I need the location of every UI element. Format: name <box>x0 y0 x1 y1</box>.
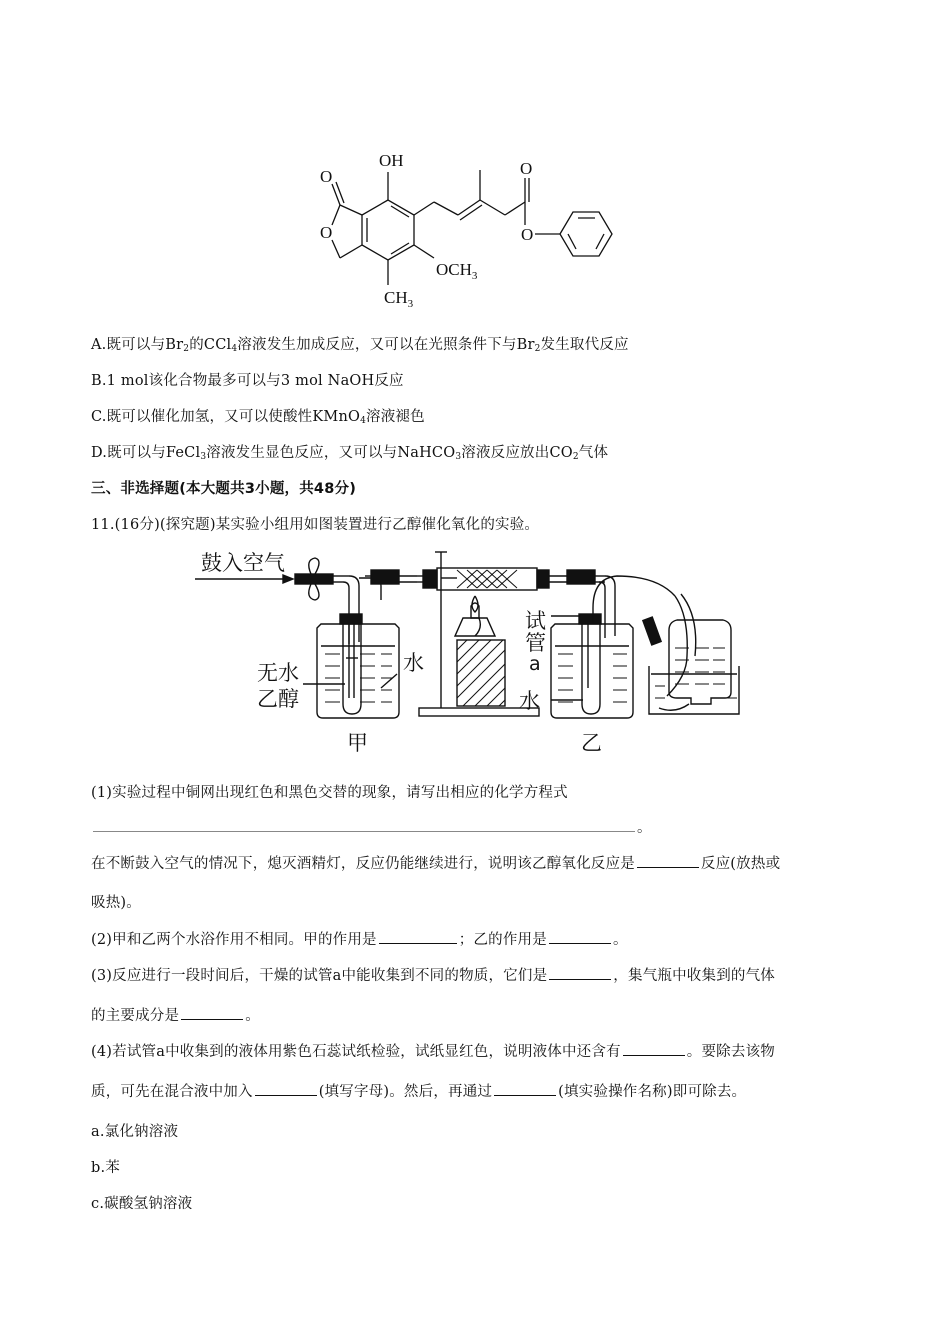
chemical-structure <box>300 140 650 320</box>
oh-label: OH <box>379 151 404 170</box>
q11-part2: (2)甲和乙两个水浴作用不相同。甲的作用是 ；乙的作用是 。 <box>91 928 628 949</box>
anhydrous-label: 无水 <box>257 661 299 685</box>
answer-blank[interactable] <box>93 817 635 832</box>
q11-part3: (3)反应进行一段时间后，干燥的试管a中能收集到不同的物质，它们是 ，集气瓶中收集到的气体 <box>91 964 775 985</box>
answer-blank[interactable] <box>549 929 611 944</box>
q11-part4: (4)若试管a中收集到的液体用紫色石蕊试纸检验，试纸显红色，说明液体中还含有 。要除去该物 <box>91 1040 775 1061</box>
ch3-label: $CH_3$ <box>384 288 414 310</box>
answer-blank[interactable] <box>549 965 611 980</box>
option-a: A.既可以与$Br_2$的CCl$_4$溶液发生加成反应，又可以在光照条件下与$Br_2$发生取代反应 <box>91 337 629 354</box>
answer-blank[interactable] <box>623 1041 685 1056</box>
carbonyl-o-label: O <box>320 167 333 186</box>
yi-label: 乙 <box>581 731 602 755</box>
q11-part3-line2: 的主要成分是 。 <box>91 1004 260 1025</box>
option-b: B.1 mol该化合物最多可以与3 mol NaOH反应 <box>91 373 404 389</box>
ring-o-label: O <box>320 223 333 242</box>
och3-label: $OCH_3$ <box>436 260 478 282</box>
q11-part1-answer-line: 。 <box>91 816 652 837</box>
ester-o-label: O <box>521 225 534 244</box>
option-c: C.既可以催化加氢，又可以使酸性KMnO$_4$溶液褪色 <box>91 409 425 426</box>
q11-choice-a: a.氯化钠溶液 <box>91 1124 179 1140</box>
ethanol-label: 乙醇 <box>257 687 299 711</box>
q11-part1-line2: 在不断鼓入空气的情况下，熄灭酒精灯，反应仍能继续进行，说明该乙醇氧化反应是 反应(放热或 <box>91 852 780 873</box>
q11-choice-b: b.苯 <box>91 1160 120 1176</box>
q11-choice-c: c.碳酸氢钠溶液 <box>91 1196 193 1212</box>
air-label: 鼓入空气 <box>201 551 285 575</box>
water-right-label: 水 <box>519 689 540 713</box>
section-title: 三、非选择题(本大题共3小题，共48分) <box>91 481 357 497</box>
answer-blank[interactable] <box>379 929 457 944</box>
answer-blank[interactable] <box>181 1005 243 1020</box>
question-11-stem: 11.(16分)(探究题)某实验小组用如图装置进行乙醇催化氧化的实验。 <box>91 517 540 533</box>
option-d: D.既可以与FeCl$_3$溶液发生显色反应，又可以与NaHCO$_3$溶液反应放出$CO_2$气体 <box>91 445 609 462</box>
tube-a-label-3: a <box>529 653 541 675</box>
jia-label: 甲 <box>347 731 368 755</box>
apparatus-figure <box>195 548 745 758</box>
water-left-label: 水 <box>403 651 424 675</box>
answer-blank[interactable] <box>494 1081 556 1096</box>
ester-carbonyl-o-label: O <box>520 159 533 178</box>
answer-blank[interactable] <box>637 853 699 868</box>
q11-part1-line3: 吸热)。 <box>91 895 141 911</box>
q11-part4-line2: 质，可先在混合液中加入 (填写字母)。然后，再通过 (填实验操作名称)即可除去。 <box>91 1080 746 1101</box>
tube-a-label-1: 试 <box>525 609 546 633</box>
tube-a-label-2: 管 <box>525 631 546 655</box>
answer-blank[interactable] <box>255 1081 317 1096</box>
q11-part1-prompt: (1)实验过程中铜网出现红色和黑色交替的现象，请写出相应的化学方程式 <box>91 785 568 801</box>
